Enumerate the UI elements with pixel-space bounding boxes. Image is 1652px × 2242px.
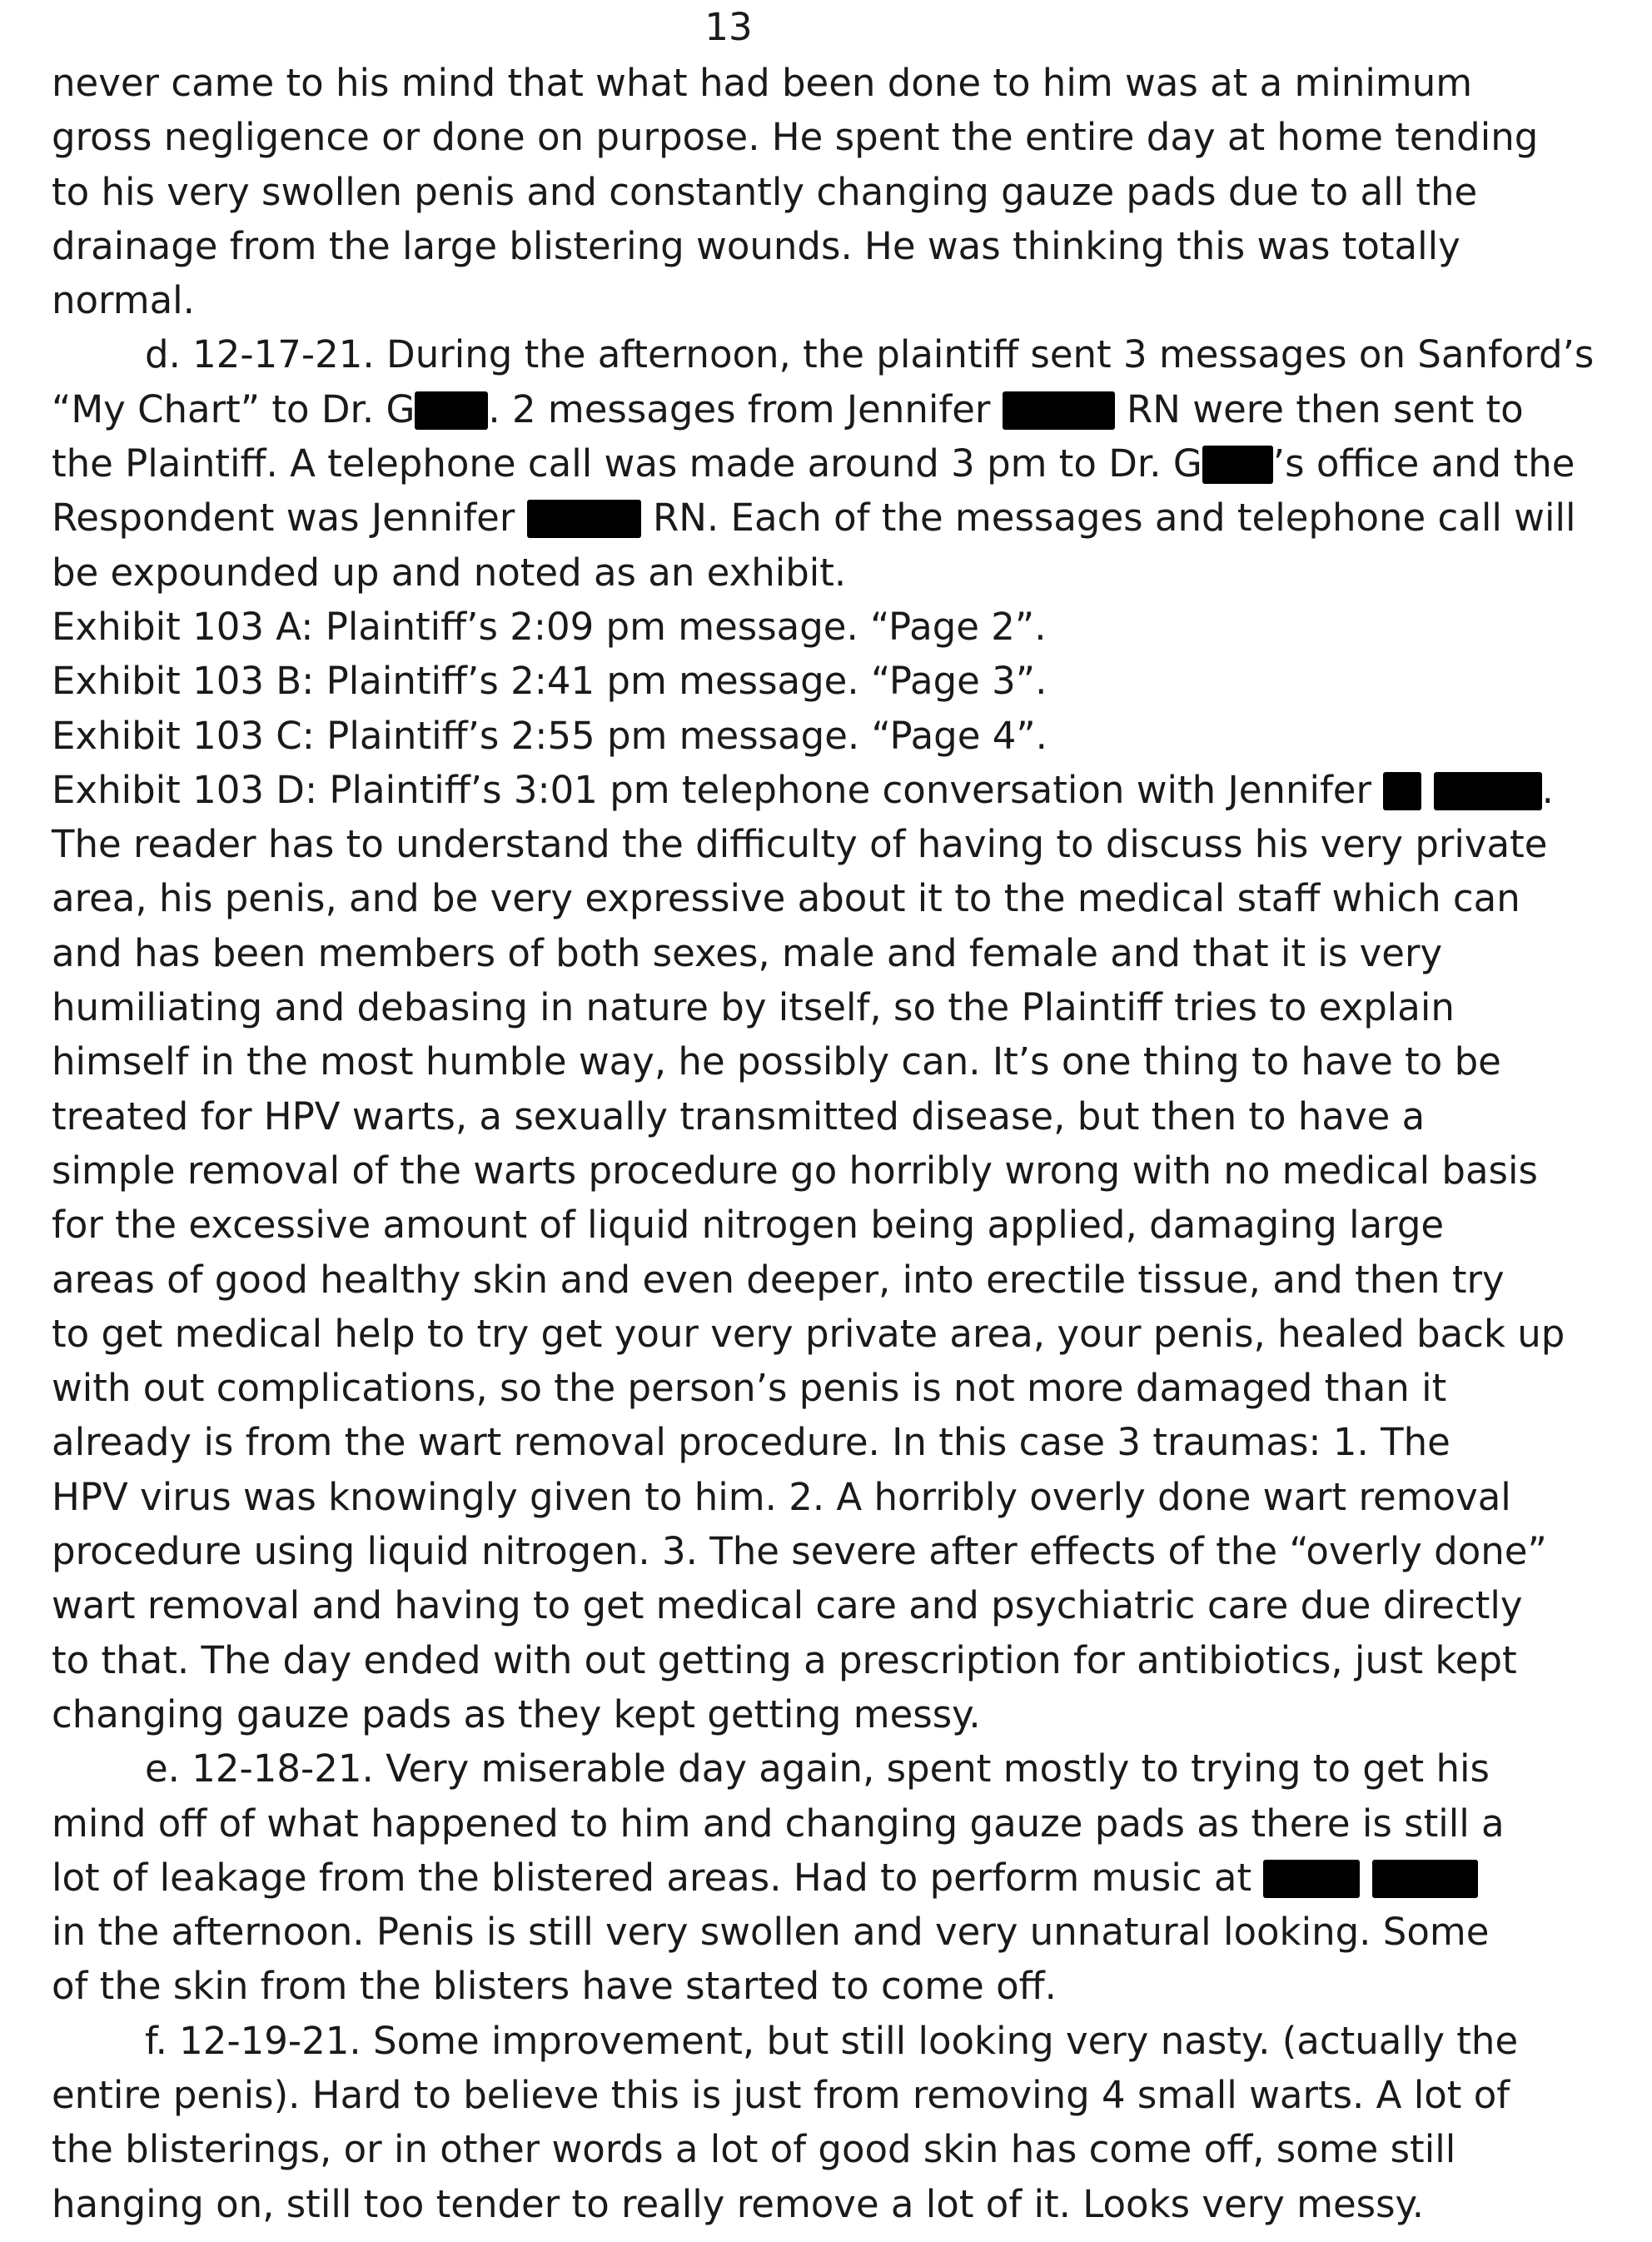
text-line: with out complications, so the person’s penis is not more damaged than it [52,1366,1447,1411]
text-segment: . 2 messages from Jennifer [488,386,1003,431]
text-segment: Respondent was Jennifer [52,496,527,541]
text-line [52,382,1634,436]
redaction-box [1372,1860,1478,1898]
text-line: and has been members of both sexes, male and female and that it is very [52,930,1443,975]
text-line: areas of good healthy skin and even deeper, into erectile tissue, and then try [52,1257,1505,1302]
exhibit-line: Exhibit 103 C: Plaintiff’s 2:55 pm message. “Page 4”. [52,713,1047,758]
text-line: to his very swollen penis and constantly changing gauze pads due to all the [52,169,1478,214]
redaction-box [1202,446,1273,484]
redaction-box [1383,772,1421,810]
page-number: 13 [704,5,753,49]
text-line: mind off of what happened to him and changing gauze pads as there is still a [52,1801,1505,1846]
text-line: in the afternoon. Penis is still very swollen and very unnatural looking. Some [52,1910,1490,1955]
exhibit-line: Exhibit 103 B: Plaintiff’s 2:41 pm message. “Page 3”. [52,659,1047,704]
text-line: simple removal of the warts procedure go horribly wrong with no medical basis [52,1148,1538,1193]
text-line: of the skin from the blisters have started to come off. [52,1964,1057,2009]
text-segment: RN. Each of the messages and telephone call will [640,496,1576,541]
redaction-box [415,391,488,430]
redaction-box [527,500,641,538]
text-line: area, his penis, and be very expressive about it to the medical staff which can [52,876,1520,921]
text-line: The reader has to understand the difficulty of having to discuss his very private [52,822,1548,867]
text-segment: lot of leakage from the blistered areas. Had to perform music at [52,1855,1264,1900]
text-line: humiliating and debasing in nature by itself, so the Plaintiff tries to explain [52,985,1455,1030]
text-line: HPV virus was knowingly given to him. 2. A horribly overly done wart removal [52,1474,1511,1519]
text-line: already is from the wart removal procedure. In this case 3 traumas: 1. The [52,1420,1450,1465]
text-segment: RN were then sent to [1114,386,1524,431]
text-line: to get medical help to try get your very private area, your penis, healed back up [52,1311,1565,1356]
text-line: the blisterings, or in other words a lot of good skin has come off, some still [52,2127,1456,2172]
text-line: entire penis). Hard to believe this is just from removing 4 small warts. A lot of [52,2072,1510,2117]
text-line [52,1851,1634,1905]
text-line: drainage from the large blistering wounds. He was thinking this was totally [52,223,1460,268]
text-segment: Exhibit 103 D: Plaintiff’s 3:01 pm telephone conversation with Jennifer [52,767,1384,812]
text-line: for the excessive amount of liquid nitrogen being applied, damaging large [52,1203,1445,1248]
text-line: wart removal and having to get medical care and psychiatric care due directly [52,1583,1523,1628]
text-line [52,436,1634,491]
text-line: procedure using liquid nitrogen. 3. The severe after effects of the “overly done” [52,1529,1547,1574]
redaction-box [1003,391,1115,430]
text-line: treated for HPV warts, a sexually transmitted disease, but then to have a [52,1094,1426,1138]
paragraph-e-heading: e. 12-18-21. Very miserable day again, spent mostly to trying to get his [145,1746,1490,1791]
text-line: be expounded up and noted as an exhibit. [52,550,847,595]
text-segment: “My Chart” to Dr. G [52,386,415,431]
text-line: normal. [52,278,195,323]
text-line [52,491,1634,545]
exhibit-line [52,763,1634,817]
redaction-box [1263,1860,1360,1898]
redaction-box [1434,772,1542,810]
text-line: gross negligence or done on purpose. He spent the entire day at home tending [52,115,1539,160]
text-segment: ’s office and the [1272,441,1575,486]
text-line: changing gauze pads as they kept getting messy. [52,1691,981,1736]
text-line: hanging on, still too tender to really remove a lot of it. Looks very messy. [52,2181,1425,2226]
exhibit-line: Exhibit 103 A: Plaintiff’s 2:09 pm message. “Page 2”. [52,604,1047,649]
document-body [52,56,1634,2231]
text-line: never came to his mind that what had been done to him was at a minimum [52,61,1473,105]
text-line: to that. The day ended with out getting a prescription for antibiotics, just kept [52,1637,1517,1682]
text-segment: the Plaintiff. A telephone call was made around 3 pm to Dr. G [52,441,1202,486]
text-segment: . [1541,767,1554,812]
paragraph-f-heading: f. 12-19-21. Some improvement, but still looking very nasty. (actually the [145,2018,1519,2063]
paragraph-d-heading: d. 12-17-21. During the afternoon, the plaintiff sent 3 messages on Sanford’s [145,332,1595,377]
text-line: himself in the most humble way, he possibly can. It’s one thing to have to be [52,1039,1501,1084]
